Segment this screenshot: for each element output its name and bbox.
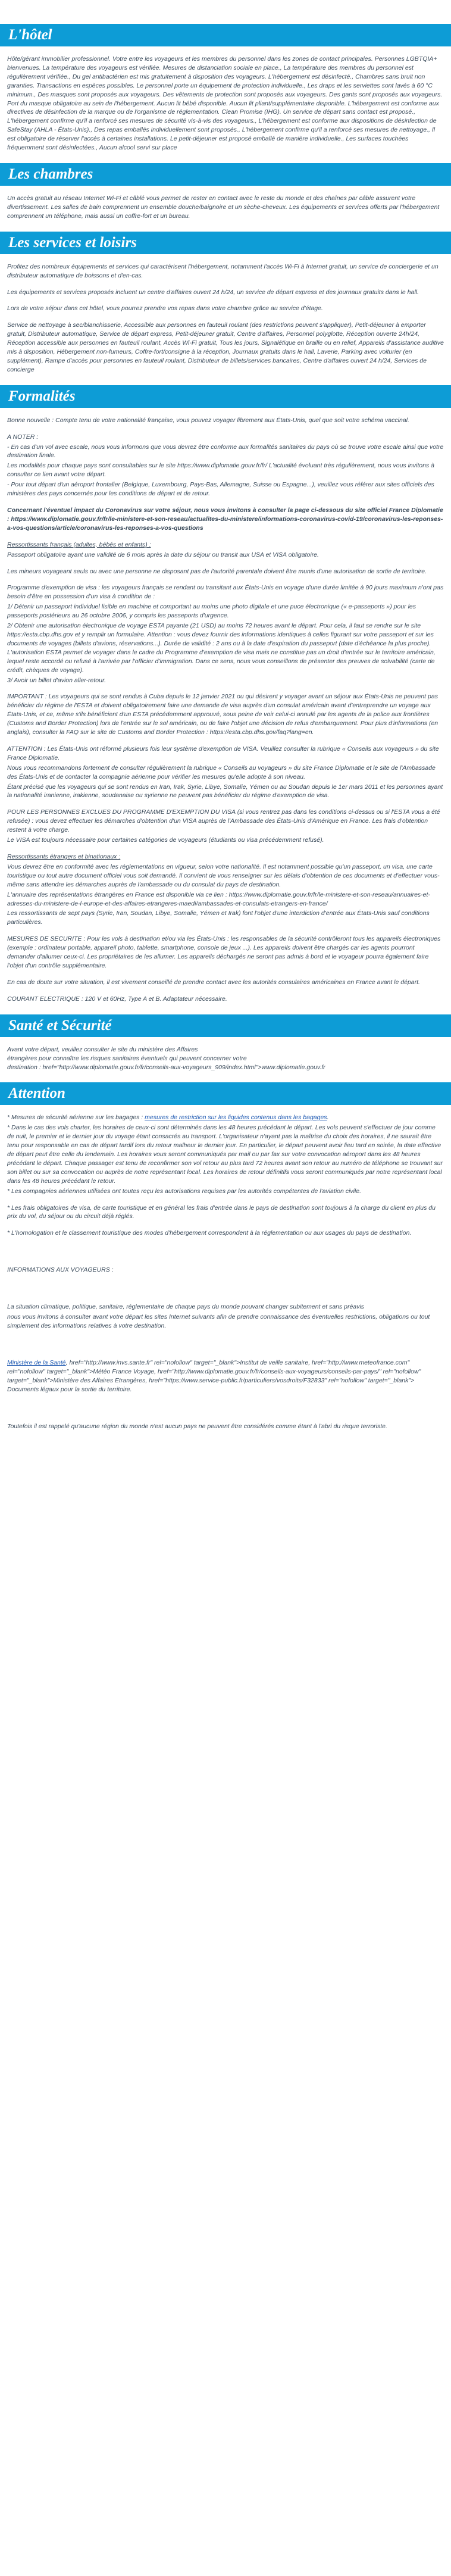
formalites-paragraph: L'annuaire des représentations étrangères en France est disponible via ce lien : https://www.diplomatie.gouv.fr/fr/le-ministere-et-son-reseau/annuaires-et-adresses-du-ministere-de-l-europe-et-des-affaires-etrangeres-maedi/ambassades-et-consulats-etrangers-en-france/ [7,891,430,907]
formalites-paragraph: POUR LES PERSONNES EXCLUES DU PROGRAMME D'EXEMPTION DU VISA (si vous rentrez pas dans les conditions ci-dessus ou si l'ESTA vous a été refusée) : vous devez effectuer les démarches d'obtention d'un VISA auprès de l'Ambassade des États-Unis d'Amérique en France. Les frais d'obtention restent à votre charge. [7,808,440,834]
section-body-chambres [0,194,451,221]
section-services [0,232,451,374]
attention-paragraph: * Dans le cas des vols charter, les horaires de ceux-ci sont déterminés dans les 48 heures précédant le départ. Les vols peuvent s'effectuer de jour comme de nuit, le premier et le dernier jour du voyage étant consacrés au transport. L'organisateur n'ayant pas la maîtrise du choix des horaires, il ne saurait être tenu pour responsable en cas de départ tardif lors du retour malheur le dernier jour. En particulier, le départ peuvent avoir lieu tard en soirée, la date effective de départ peut être celle du lendemain. Les horaires vous seront communiqués par mail ou par fax sur votre convocation aéroport dans les 48 heures précédant le départ. Chaque passager est tenu de reconfirmer son vol retour au plus tard 72 heures avant son retour au numéro de téléphone se trouvant sur son billet ou sur sa convocation ou auprès de notre représentant local. Les horaires de retour définitifs vous seront communiqués par notre représentant local dans les 48 heures précédant le retour. [7,1124,443,1185]
sante-line: destination : href="http://www.diplomatie.gouv.fr/fr/conseils-aux-voyageurs_909/index.html">www.diplomatie.gouv.fr [7,1063,325,1071]
formalites-paragraph: Nous vous recommandons fortement de consulter régulièrement la rubrique « Conseils au voyageurs » du site France Diplomatie et le site de l'Ambassade des États-Unis et de contacter la compagnie aérienne pour vérifier les mesures qu'elle adopte à son niveau. [7,764,436,780]
chambres-paragraph: Un accès gratuit au réseau Internet Wi-Fi et câblé vous permet de rester en contact avec le reste du monde et des chaînes par câble assurent votre divertissement. Les salles de bain comprennent un ensemble douche/baignoire et un sèche-cheveux. Les équipements et services offerts par l'hébergement comprennent un téléphone, mais aussi un coffre-fort et un bureau. [7,194,440,220]
section-hotel [0,24,451,152]
formalites-important: IMPORTANT : Les voyageurs qui se sont rendus à Cuba depuis le 12 janvier 2021 ou qui désirent y voyager avant un séjour aux États-Unis ne peuvent pas bénéficier du régime de l'ESTA et doivent obligatoirement faire une demande de visa auprès d'un consulat américain avant d'entreprendre un voyage aux États-Unis, et ce, même s'ils bénéficient d'un ESTA précédemment approuvé, sous peine de voir celui-ci annulé par les agents de la police aux frontières (Customs and Border Protection) lors de l'entrée sur le sol américain, ou de faire l'objet une décision de refus d'embarquement. Pour plus d'informations (en anglais), consulter la FAQ sur le site de Customs and Border Protection : https://esta.cbp.dhs.gov/faq?lang=en. [7,693,439,736]
section-title-sante: Santé et Sécurité [0,1014,451,1037]
formalites-paragraph: 2/ Obtenir une autorisation électronique de voyage ESTA payante (21 USD) au moins 72 heures avant le départ. Pour cela, il faut se rendre sur le site https://esta.cbp.dhs.gov et y remplir un formulaire. Attention : vous devez fournir des informations identiques à celles figurant sur votre passeport et sur les documents de voyages (billets d'avions, réservations...). Durée de validité : 2 ans ou à la date d'expiration du passeport (date d'échéance la plus proche). L'autorisation ESTA permet de voyager dans le cadre du Programme d'exemption de visa mais ne constitue pas un droit d'entrée sur le territoire américain, lequel reste accordé ou refusé à l'arrivée par l'officier d'immigration. Dans ce sens, nous vous conseillons de présenter des preuves de solvabilité (carte de crédit, chèques de voyage). [7,622,436,674]
attention-links-paragraph [7,1359,444,1394]
section-body-attention [0,1113,451,1431]
attention-info-heading: INFORMATIONS AUX VOYAGEURS : [7,1266,114,1274]
formalites-note-heading: A NOTER : [7,433,39,441]
formalites-paragraph: Les ressortissants de sept pays (Syrie, Iran, Soudan, Libye, Somalie, Yémen et Irak) font l'objet d'une interdiction d'entrée aux États-Unis sauf conditions particulières. [7,910,430,926]
formalites-paragraph: Passeport obligatoire ayant une validité de 6 mois après la date du séjour ou transit aux USA et VISA obligatoire. [7,551,319,558]
attention-paragraph: * Les compagnies aériennes utilisées ont toutes reçu les autorisations requises par les autorités compétentes de l'aviation civile. [7,1187,361,1195]
formalites-paragraph: Bonne nouvelle : Compte tenu de votre nationalité française, vous pouvez voyager librement aux États-Unis, quel que soit votre schéma vaccinal. [7,416,409,424]
attention-luggage-prefix: * Mesures de sécurité aérienne sur les bagages : [7,1114,145,1122]
formalites-paragraph: - En cas d'un vol avec escale, nous vous informons que vous devrez être conforme aux formalités sanitaires du pays où se trouve votre escale ainsi que votre destination finale. [7,443,444,460]
section-chambres [0,163,451,221]
attention-paragraph: La situation climatique, politique, sanitaire, réglementaire de chaque pays du monde pouvant changer subitement et sans préavis [7,1303,365,1311]
formalites-paragraph: - Pour tout départ d'un aéroport frontalier (Belgique, Luxembourg, Pays-Bas, Allemagne, Suisse ou Espagne...), veuillez vous référer aux sites officiels des ministères des pays concernés pour les conditions de départ et de retour. [7,481,434,498]
section-attention [0,1082,451,1431]
section-title-services: Les services et loisirs [0,232,451,254]
attention-terrorism-note: Toutefois il est rappelé qu'aucune région du monde n'est aucun pays ne peuvent être considérés comme étant à l'abri du risque terroriste. [7,1422,387,1430]
section-sante [0,1014,451,1072]
spacer [7,1245,444,1266]
services-paragraph: Les équipements et services proposés incluent un centre d'affaires ouvert 24 h/24, un service de départ express et des journaux gratuits dans le hall. [7,288,419,296]
section-formalites [0,385,451,1004]
formalites-paragraph: 1/ Détenir un passeport individuel lisible en machine et comportant au moins une photo digitale et une puce électronique (« e-passeports ») pour les passeports postérieurs au 26 octobre 2006, y compris les passeports d'urgence. [7,603,416,620]
section-title-attention: Attention [0,1082,451,1105]
formalites-paragraph: En cas de doute sur votre situation, il est vivement conseillé de prendre contact avec les autorités consulaires américaines en France avant le départ. [7,978,420,986]
services-paragraph: Profitez des nombreux équipements et services qui caractérisent l'hébergement, notamment l'accès Wi-Fi à Internet gratuit, un service de conciergerie et un distributeur automatique de boissons et d'en-cas. [7,263,439,279]
formalites-paragraph: Étant précisé que les voyageurs qui se sont rendus en Iran, Irak, Syrie, Libye, Somalie, Yémen ou au Soudan depuis le 1er mars 2011 et les personnes ayant la nationalité iranienne, irakienne, soudanaise ou syrienne ne peuvent pas bénéficier du régime d'exemption de visa. [7,783,443,800]
attention-paragraph [7,1113,444,1122]
formalites-subheading-french: Ressortissants français (adultes, bébés et enfants) : [7,541,151,548]
attention-paragraph: * L'homologation et le classement touristique des modes d'hébergement correspondent à la réglementation ou aux usages du pays de destination. [7,1229,412,1237]
attention-paragraph: nous vous invitons à consulter avant votre départ les sites Internet suivants afin de prendre connaissance des éventuelles restrictions, obligations ou tout simplement des informations relatives à votre destination. [7,1313,430,1329]
formalites-paragraph: Les mineurs voyageant seuls ou avec une personne ne disposant pas de l'autorité parentale doivent être munis d'une autorisation de sortie de territoire. [7,567,427,575]
formalites-paragraph: Les modalités pour chaque pays sont consultables sur le site https://www.diplomatie.gouv.fr/fr/ L'actualité évoluant très régulièrement, nous vous invitons à consulter ce lien avant votre départ. [7,462,434,479]
sante-line: étrangères pour connaître les risques sanitaires éventuels qui peuvent concerner votre [7,1054,247,1062]
health-ministry-link[interactable]: Ministère de la Santé [7,1359,66,1366]
formalites-paragraph: Vous devrez être en conformité avec les réglementations en vigueur, selon votre nationalité. Il est notamment possible qu'un passeport, un visa, une carte touristique ou tout autre document officiel vous soit demandé. Il convient de vous renseigner sur les délais d'obtention de ces documents et d'effectuer vous-même sans attendre les démarches auprès de l'ambassade ou du consulat du pays de destination. [7,863,440,888]
attention-links-text: , href="http://www.invs.sante.fr" rel="nofollow" target="_blank">Institut de veille sanitaire, href="http://www.meteofrance.com" rel="nofollow" target="_blank">Météo France Voyage, href="http://www.diplomatie.gouv.fr/fr/conseils-aux-voyageurs/conseils-par-pays/" rel="nofollow" target="_blank">Ministère des Affaires Etrangères, href="https://www.service-public.fr/particuliers/vosdroits/F32833" rel="nofollow" target="_blank"> Documents légaux pour la sortie du territoire. [7,1359,421,1393]
spacer [7,1282,444,1303]
section-title-formalites: Formalités [0,385,451,408]
services-list: Service de nettoyage à sec/blanchisserie, Accessible aux personnes en fauteuil roulant (des restrictions peuvent s'appliquer), Petit-déjeuner à emporter gratuit, Distributeur automatique, Service de départ express, Petit-déjeuner gratuit, Centre d'affaires, Personnel polyglotte, Réception ouverte 24h/24, Réception accessible aux personnes en fauteuil roulant, Accès Wi-Fi gratuit, Tous les jours, Signalétique en braille ou en relief, Appareils d'assistance auditive mis à disposition, Hébergement non-fumeurs, Coffre-fort/consigne à la réception, Journaux gratuits dans le hall, Laverie, Parking avec voiturier (en supplément), Rampe d'accès pour personnes en fauteuil roulant, Distributeur de billets/services bancaires, Centre d'affaires ouvert 24 h/24, Services de concierge [7,321,444,373]
spacer [7,1338,444,1359]
formalites-security: MESURES DE SECURITE : Pour les vols à destination et/ou via les États-Unis : les responsables de la sécurité contrôleront tous les appareils électroniques (exemple : ordinateur portable, appareil photo, tablette, smartphone, console de jeux ...). Les appareils doivent être chargés car les agents pourront demander d'allumer ceux-ci. Les propriétaires de les allumer. Les appareils déchargés ne seront pas admis à bord et le voyageur pourra également faire l'objet d'un contrôle supplémentaire. [7,935,441,969]
section-body-formalites [0,416,451,1004]
formalites-electric: COURANT ELECTRIQUE : 120 V et 60Hz, Type A et B. Adaptateur nécessaire. [7,995,227,1003]
formalites-paragraph: 3/ Avoir un billet d'avion aller-retour. [7,676,107,684]
section-body-sante [0,1045,451,1072]
formalites-attention: ATTENTION : Les États-Unis ont réformé plusieurs fois leur système d'exemption de VISA. Veuillez consulter la rubrique « Conseils aux voyageurs » du site France Diplomatie. [7,745,439,761]
section-title-chambres: Les chambres [0,163,451,186]
formalites-paragraph: Programme d'exemption de visa : les voyageurs français se rendant ou transitant aux États-Unis en voyage d'une durée limitée à 90 jours maximum n'ont pas besoin d'être en possession d'un visa à condition de : [7,584,444,601]
liquids-restriction-link[interactable]: mesures de restriction sur les liquides contenus dans les bagages [145,1114,327,1122]
services-paragraph: Lors de votre séjour dans cet hôtel, vous pourrez prendre vos repas dans votre chambre grâce au service d'étage. [7,305,323,313]
hotel-paragraph: Hôte/gérant immobilier professionnel. Votre entre les voyageurs et les membres du personnel dans les zones de contact principales. Personnes LGBTQIA+ bienvenues. La température des voyageurs est vérifiée. Mesures de distanciation sociale en place., La température des membres du personnel est régulièrement vérifiée., Du gel antibactérien est mis gratuitement à disposition des voyageurs. L'hébergement est désinfecté., Chambres sans bruit non garanties. Transactions en espèces possibles. Le personnel porte un équipement de protection individuelle., Les draps et les serviettes sont lavés à 60 °C minimum., Des masques sont proposés aux voyageurs. Des vêtements de protection sont proposés aux voyageurs. Des gants sont proposés aux voyageurs. Port du masque obligatoire au sein de l'hébergement. Aucun lit bébé disponible. Aucun lit pliant/supplémentaire disponible. L'hébergement est conforme aux directives de désinfection de la marque ou de l'organisme de réglementation. Clean Promise (IHG). Un service de départ sans contact est proposé., L'hébergement confirme qu'il a renforcé ses mesures de sécurité vis-à-vis des voyageurs., L'hébergement est conforme aux dispositions de désinfection de SafeStay (AHLA - États-Unis)., Des repas emballés individuellement sont proposés., L'hébergement confirme qu'il a renforcé ses mesures de nettoyage., Il est obligatoire de réserver l'accès à certaines installations. Le petit-déjeuner est proposé emballé de manière individuelle., Les surfaces touchées fréquemment sont désinfectées., Aucun alcool servi sur place [7,55,443,152]
formalites-paragraph: Le VISA est toujours nécessaire pour certaines catégories de voyageurs (étudiants ou visa précédemment refusé). [7,836,324,844]
attention-paragraph: * Les frais obligatoires de visa, de carte touristique et en général les frais d'entrée dans le pays de destination sont toujours à la charge du client en plus du prix du vol, du séjour ou du circuit déjà réglés. [7,1204,436,1220]
section-body-services [0,263,451,374]
spacer [7,1402,444,1422]
attention-luggage-suffix: . [327,1114,329,1122]
formalites-coronavirus-notice: Concernant l'éventuel impact du Coronavirus sur votre séjour, nous vous invitons à consulter la page ci-dessous du site officiel France Diplomatie : https://www.diplomatie.gouv.fr/fr/le-ministere-et-son-reseau/actualites-du-ministere/informations-coronavirus-covid-19/coronavirus-les-reponses-a-vos-questions/article/coronavirus-les-reponses-a-vos-questions [7,507,443,532]
formalites-subheading-foreign: Ressortissants étrangers et binationaux : [7,853,121,860]
sante-line: Avant votre départ, veuillez consulter le site du ministère des Affaires [7,1045,198,1053]
section-body-hotel [0,55,451,152]
section-title-hotel: L'hôtel [0,24,451,46]
